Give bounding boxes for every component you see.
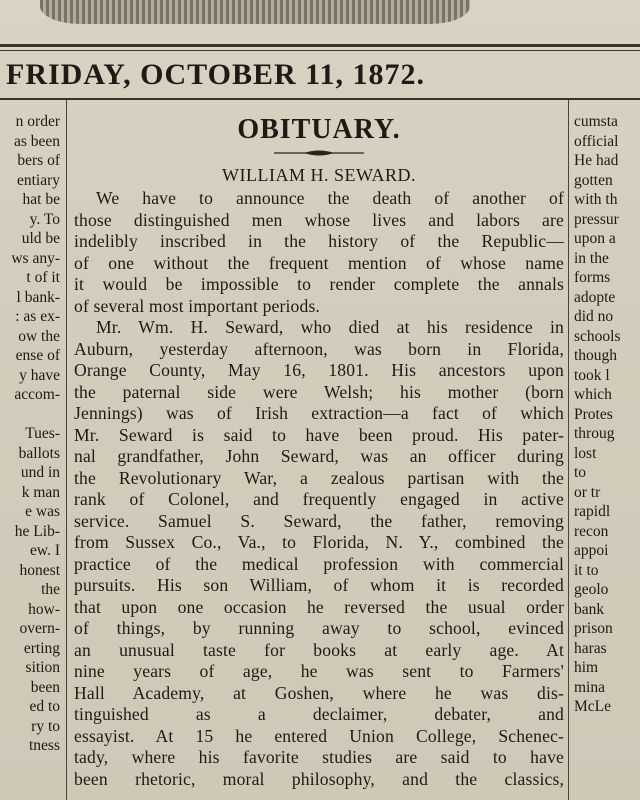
- left-column-line: sition: [25, 659, 60, 676]
- left-column-line: tness: [29, 737, 60, 754]
- article-line: Orange County, May 16, 1801. His ancestors upon: [74, 360, 564, 380]
- article-line: been rhetoric, moral philosophy, and the classics,: [74, 768, 564, 789]
- left-column-line: erting: [23, 639, 60, 657]
- left-column-line: the: [41, 581, 60, 598]
- article-line: tady, where his favorite studies are said to have: [74, 747, 564, 767]
- right-column-line: lost: [574, 444, 597, 462]
- issue-date: FRIDAY, OCTOBER 11, 1872.: [6, 58, 425, 91]
- left-column-line: ry to: [31, 717, 60, 735]
- left-column-line: ense of: [15, 347, 60, 364]
- left-column-line: Tues-: [25, 425, 60, 442]
- header-rule-thick: [0, 44, 640, 47]
- article-line: of things, by running away to school, evinced: [74, 618, 564, 638]
- left-column-line: y. To: [29, 210, 60, 228]
- right-column-line: rapidl: [574, 503, 611, 520]
- article-line: Hall Academy, at Goshen, where he was dis-: [74, 682, 564, 703]
- article-line: nine years of age, he was sent to Farmers': [74, 661, 564, 681]
- article-line: Mr. Seward is said to have been proud. His pater-: [74, 424, 564, 445]
- right-column-line: or tr: [574, 483, 601, 501]
- right-column-line: schools: [574, 327, 621, 345]
- left-column-line: ws any-: [11, 249, 60, 267]
- article-line: practice of the medical profession with commercial: [74, 553, 564, 574]
- left-column-line: ew. I: [30, 542, 60, 559]
- article-body: [74, 188, 564, 790]
- article-line: rank of Colonel, and frequently engaged in active: [74, 489, 564, 509]
- right-column-line: cumsta: [574, 113, 618, 130]
- article-line: the paternal side were Welsh; his mother (born: [74, 381, 564, 402]
- left-column-line: : as ex-: [15, 308, 60, 325]
- right-column-line: did no: [574, 308, 614, 325]
- left-column-line: ed to: [29, 698, 60, 715]
- left-column-line: uld be: [21, 230, 60, 247]
- right-column-line: it to: [574, 561, 599, 579]
- left-column-line: honest: [19, 561, 60, 579]
- left-column-line: entiary: [16, 171, 60, 189]
- right-column-line: prison: [574, 620, 613, 637]
- article-line: Mr. Wm. H. Seward, who died at his residence in: [96, 317, 564, 337]
- left-column-line: ballots: [18, 444, 60, 462]
- left-column-line: t of it: [26, 269, 60, 286]
- article-line: Auburn, yesterday afternoon, was born in Florida,: [74, 338, 564, 359]
- left-column-line: und in: [20, 464, 60, 481]
- left-column-line: y have: [19, 366, 60, 384]
- right-column-line: gotten: [574, 171, 613, 189]
- column-divider-left: [66, 100, 67, 800]
- left-column: [0, 112, 60, 800]
- masthead-illustration: [0, 0, 640, 30]
- right-column: [574, 112, 640, 800]
- right-column-line: pressur: [574, 210, 619, 228]
- left-column-line: bers of: [17, 152, 60, 169]
- article-line: of several most important periods.: [74, 295, 320, 316]
- right-column-line: forms: [574, 269, 611, 286]
- right-column-line: which: [574, 386, 612, 403]
- left-column-line: he Lib-: [14, 522, 60, 540]
- right-column-line: Protes: [574, 405, 613, 423]
- left-column-line: ow the: [18, 327, 60, 345]
- article-line: Jennings) was of Irish extraction—a fact of which: [74, 403, 564, 423]
- article-line: that upon one occasion he reversed the usual order: [74, 596, 564, 617]
- left-column-line: e was: [25, 503, 60, 520]
- right-column-line: upon a: [574, 230, 616, 247]
- article-subheadline: WILLIAM H. SEWARD.: [222, 165, 416, 185]
- obituary-article: [74, 114, 564, 800]
- date-rule: [0, 98, 640, 100]
- article-line: from Sussex Co., Va., to Florida, N. Y., combined the: [74, 532, 564, 552]
- article-line: pursuits. His son William, of whom it is recorded: [74, 575, 564, 595]
- article-headline: OBITUARY.: [237, 114, 401, 145]
- divider-flourish-icon: [274, 148, 364, 158]
- left-column-line: as been: [13, 132, 60, 150]
- right-column-line: him: [574, 659, 599, 676]
- article-line: an unusual taste for books at early age. At: [74, 639, 564, 660]
- right-column-line: mina: [574, 678, 605, 696]
- right-column-line: though: [574, 347, 618, 364]
- right-column-line: to: [574, 464, 587, 481]
- left-column-line: l bank-: [16, 288, 60, 306]
- right-column-line: in the: [574, 249, 609, 267]
- article-line: essayist. At 15 he entered Union College, Schenec-: [74, 725, 564, 746]
- article-line: the Revolutionary War, a zealous partisan with the: [74, 467, 564, 488]
- article-line: nal grandfather, John Seward, was an officer during: [74, 446, 564, 466]
- left-column-line: overn-: [19, 620, 60, 637]
- left-column-line: how-: [28, 600, 60, 618]
- right-column-line: He had: [574, 152, 619, 169]
- article-line: those distinguished men whose lives and labors are: [74, 209, 564, 230]
- article-line: service. Samuel S. Seward, the father, removing: [74, 510, 564, 531]
- left-column-line: been: [30, 678, 60, 696]
- header-rule-thin: [0, 50, 640, 51]
- right-column-line: adopte: [574, 288, 616, 306]
- right-column-line: with th: [574, 191, 618, 208]
- right-column-line: throug: [574, 425, 615, 442]
- article-line: tinguished as a declaimer, debater, and: [74, 704, 564, 724]
- article-line: of one without the frequent mention of whose name: [74, 252, 564, 273]
- right-column-line: official: [574, 132, 619, 150]
- masthead-engraving: [40, 0, 470, 24]
- right-column-line: appoi: [574, 542, 609, 559]
- left-column-line: k man: [21, 483, 60, 501]
- right-column-line: geolo: [574, 581, 609, 598]
- article-line: it would be impossible to render complete the annals: [74, 274, 564, 294]
- right-column-line: McLe: [574, 698, 612, 715]
- left-column-line: [0, 405, 60, 425]
- right-column-line: bank: [574, 600, 605, 618]
- left-column-line: n order: [15, 113, 60, 130]
- article-line: We have to announce the death of another of: [96, 188, 564, 208]
- right-column-line: took l: [574, 366, 610, 384]
- left-column-line: hat be: [22, 191, 60, 208]
- article-line: indelibly inscribed in the history of the Republic—: [74, 231, 564, 251]
- left-column-line: accom-: [14, 386, 60, 403]
- column-divider-right: [568, 100, 569, 800]
- right-column-line: haras: [574, 639, 607, 657]
- right-column-line: recon: [574, 522, 609, 540]
